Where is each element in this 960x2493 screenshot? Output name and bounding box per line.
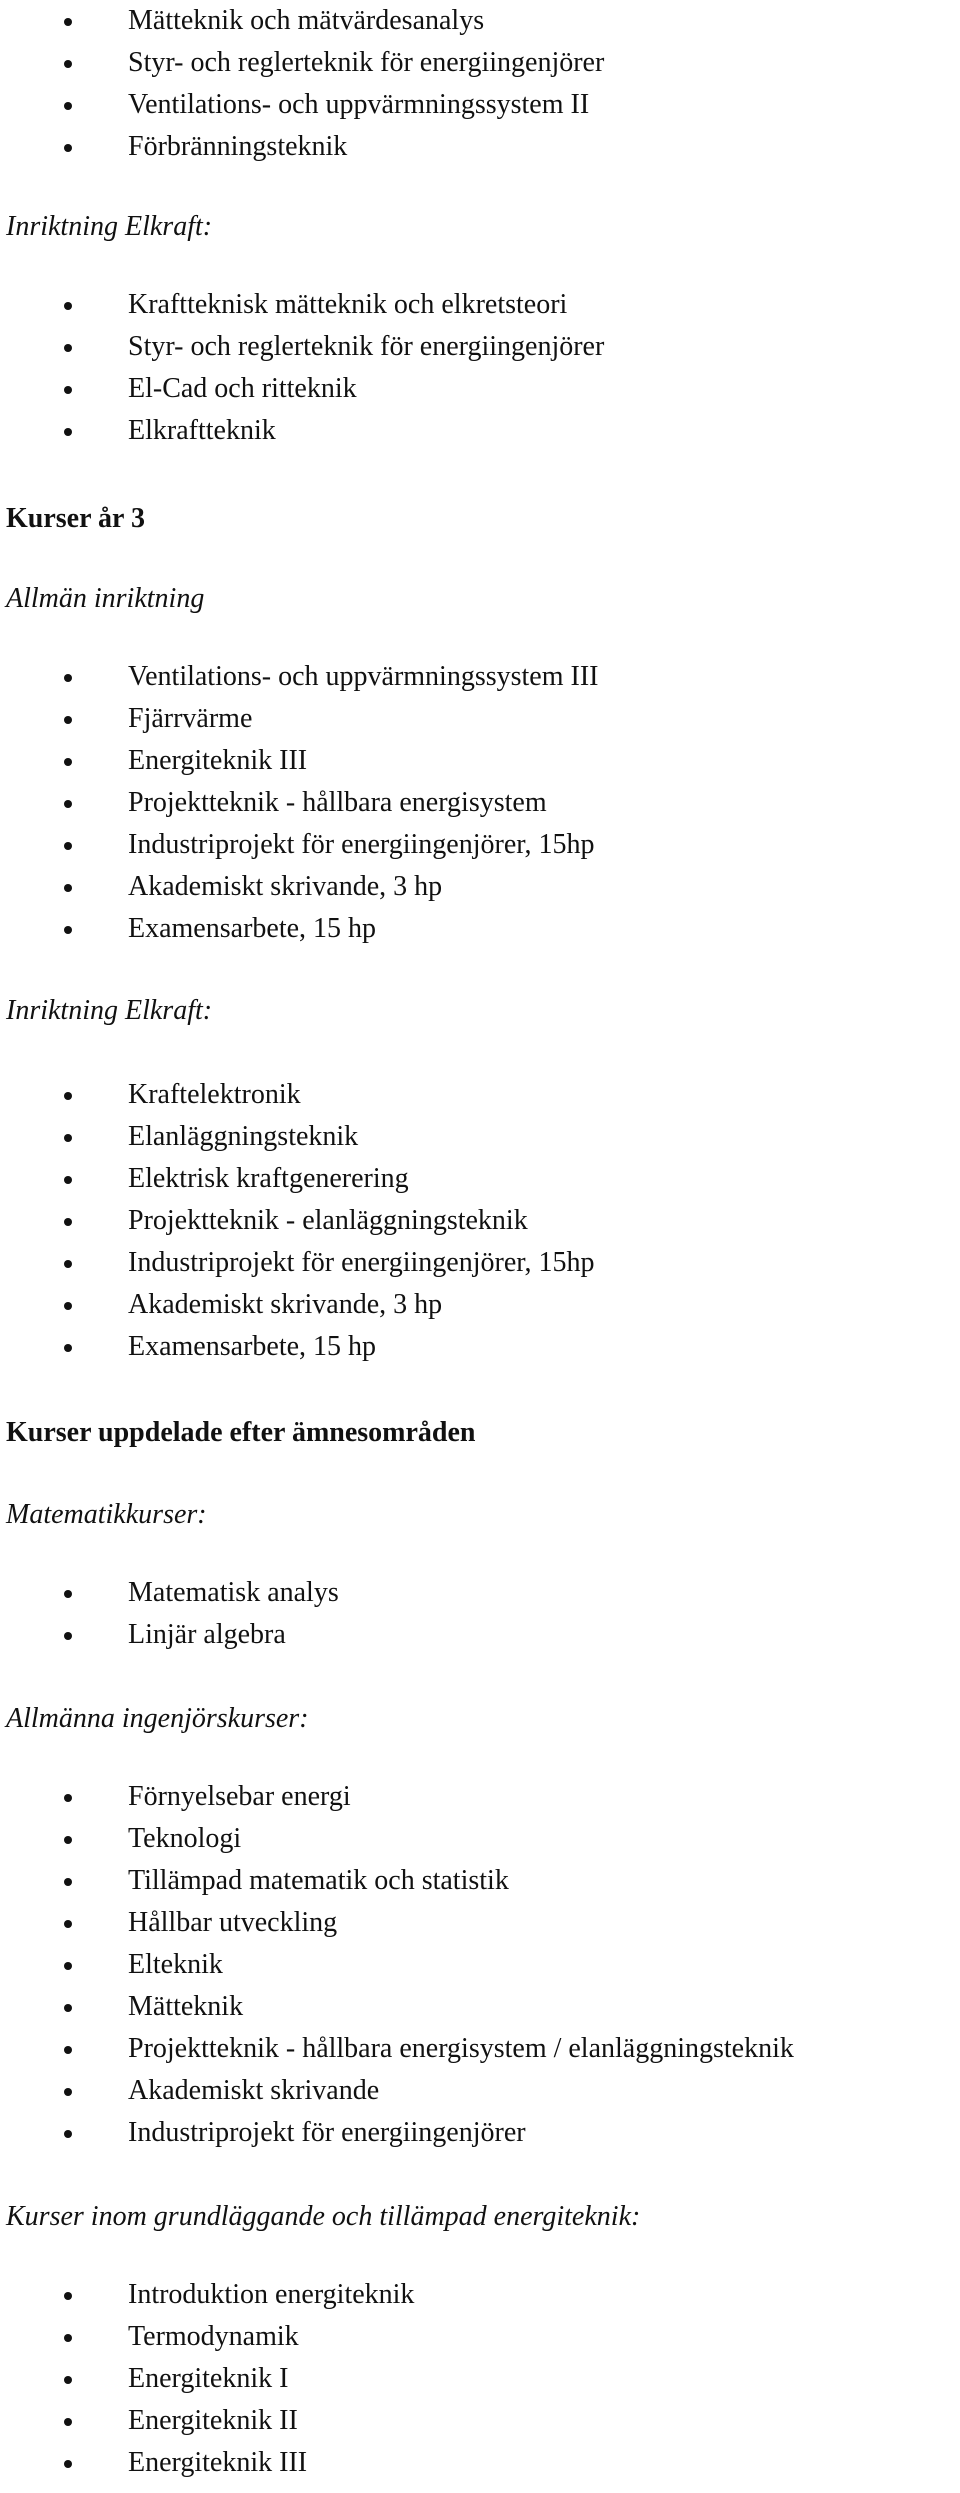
bullet-icon (64, 884, 72, 892)
bullet-icon (64, 1794, 72, 1802)
bullet-icon (64, 2292, 72, 2300)
list-item: Akademiskt skrivande, 3 hp (128, 866, 442, 908)
bullet-icon (64, 842, 72, 850)
list-item: Förbränningsteknik (128, 126, 347, 168)
list-item: Termodynamik (128, 2316, 299, 2358)
list-item: Industriprojekt för energiingenjörer, 15hp (128, 824, 594, 866)
list-item: Introduktion energiteknik (128, 2274, 414, 2316)
bullet-icon (64, 1302, 72, 1310)
list-item: Styr- och reglerteknik för energiingenjörer (128, 42, 604, 84)
list-item: Examensarbete, 15 hp (128, 908, 376, 950)
bullet-icon (64, 1590, 72, 1598)
list-item: Industriprojekt för energiingenjörer (128, 2112, 526, 2154)
bullet-icon (64, 2088, 72, 2096)
bullet-icon (64, 344, 72, 352)
bullet-icon (64, 758, 72, 766)
section-subheading: Inriktning Elkraft: (6, 995, 213, 1026)
bullet-icon (64, 926, 72, 934)
bullet-icon (64, 386, 72, 394)
list-item: Mätteknik (128, 1986, 243, 2028)
section-subheading: Inriktning Elkraft: (6, 211, 213, 242)
list-item: Energiteknik III (128, 2442, 307, 2484)
list-item: Elektrisk kraftgenerering (128, 1158, 409, 1200)
bullet-icon (64, 60, 72, 68)
bullet-icon (64, 2004, 72, 2012)
list-item: Elanläggningsteknik (128, 1116, 358, 1158)
list-item: Akademiskt skrivande (128, 2070, 379, 2112)
bullet-icon (64, 1878, 72, 1886)
bullet-icon (64, 428, 72, 436)
list-item: Styr- och reglerteknik för energiingenjörer (128, 326, 604, 368)
list-item: Mätteknik och mätvärdesanalys (128, 0, 484, 42)
bullet-icon (64, 1260, 72, 1268)
bullet-icon (64, 1962, 72, 1970)
list-item: Examensarbete, 15 hp (128, 1326, 376, 1368)
bullet-icon (64, 2334, 72, 2342)
bullet-icon (64, 1134, 72, 1142)
list-item: Förnyelsebar energi (128, 1776, 351, 1818)
bullet-icon (64, 1920, 72, 1928)
section-subheading: Matematikkurser: (6, 1499, 207, 1530)
list-item: Projektteknik - elanläggningsteknik (128, 1200, 528, 1242)
list-item: Ventilations- och uppvärmningssystem III (128, 656, 598, 698)
section-heading: Kurser år 3 (6, 503, 145, 534)
list-item: Akademiskt skrivande, 3 hp (128, 1284, 442, 1326)
bullet-icon (64, 2418, 72, 2426)
list-item: Kraftteknisk mätteknik och elkretsteori (128, 284, 567, 326)
list-item: Industriprojekt för energiingenjörer, 15hp (128, 1242, 594, 1284)
list-item: Kraftelektronik (128, 1074, 301, 1116)
bullet-icon (64, 716, 72, 724)
list-item: Tillämpad matematik och statistik (128, 1860, 509, 1902)
list-item: Elkraftteknik (128, 410, 276, 452)
list-item: Projektteknik - hållbara energisystem / elanläggningsteknik (128, 2028, 794, 2070)
list-item: Elteknik (128, 1944, 223, 1986)
bullet-icon (64, 1836, 72, 1844)
bullet-icon (64, 2046, 72, 2054)
bullet-icon (64, 1344, 72, 1352)
bullet-icon (64, 674, 72, 682)
bullet-icon (64, 2460, 72, 2468)
list-item: Matematisk analys (128, 1572, 339, 1614)
section-subheading: Kurser inom grundläggande och tillämpad energiteknik: (6, 2201, 641, 2232)
bullet-icon (64, 1176, 72, 1184)
bullet-icon (64, 1218, 72, 1226)
bullet-icon (64, 144, 72, 152)
bullet-icon (64, 2130, 72, 2138)
list-item: Energiteknik I (128, 2358, 288, 2400)
list-item: Linjär algebra (128, 1614, 286, 1656)
list-item: Teknologi (128, 1818, 241, 1860)
section-subheading: Allmänna ingenjörskurser: (6, 1703, 309, 1734)
list-item: Ventilations- och uppvärmningssystem II (128, 84, 589, 126)
list-item: Energiteknik III (128, 740, 307, 782)
list-item: Projektteknik - hållbara energisystem (128, 782, 547, 824)
list-item: Fjärrvärme (128, 698, 252, 740)
bullet-icon (64, 2376, 72, 2384)
bullet-icon (64, 302, 72, 310)
bullet-icon (64, 102, 72, 110)
list-item: Hållbar utveckling (128, 1902, 337, 1944)
section-subheading: Allmän inriktning (6, 583, 205, 614)
bullet-icon (64, 1632, 72, 1640)
bullet-icon (64, 1092, 72, 1100)
list-item: Energiteknik II (128, 2400, 298, 2442)
list-item: El-Cad och ritteknik (128, 368, 357, 410)
section-heading: Kurser uppdelade efter ämnesområden (6, 1417, 476, 1448)
bullet-icon (64, 800, 72, 808)
bullet-icon (64, 18, 72, 26)
